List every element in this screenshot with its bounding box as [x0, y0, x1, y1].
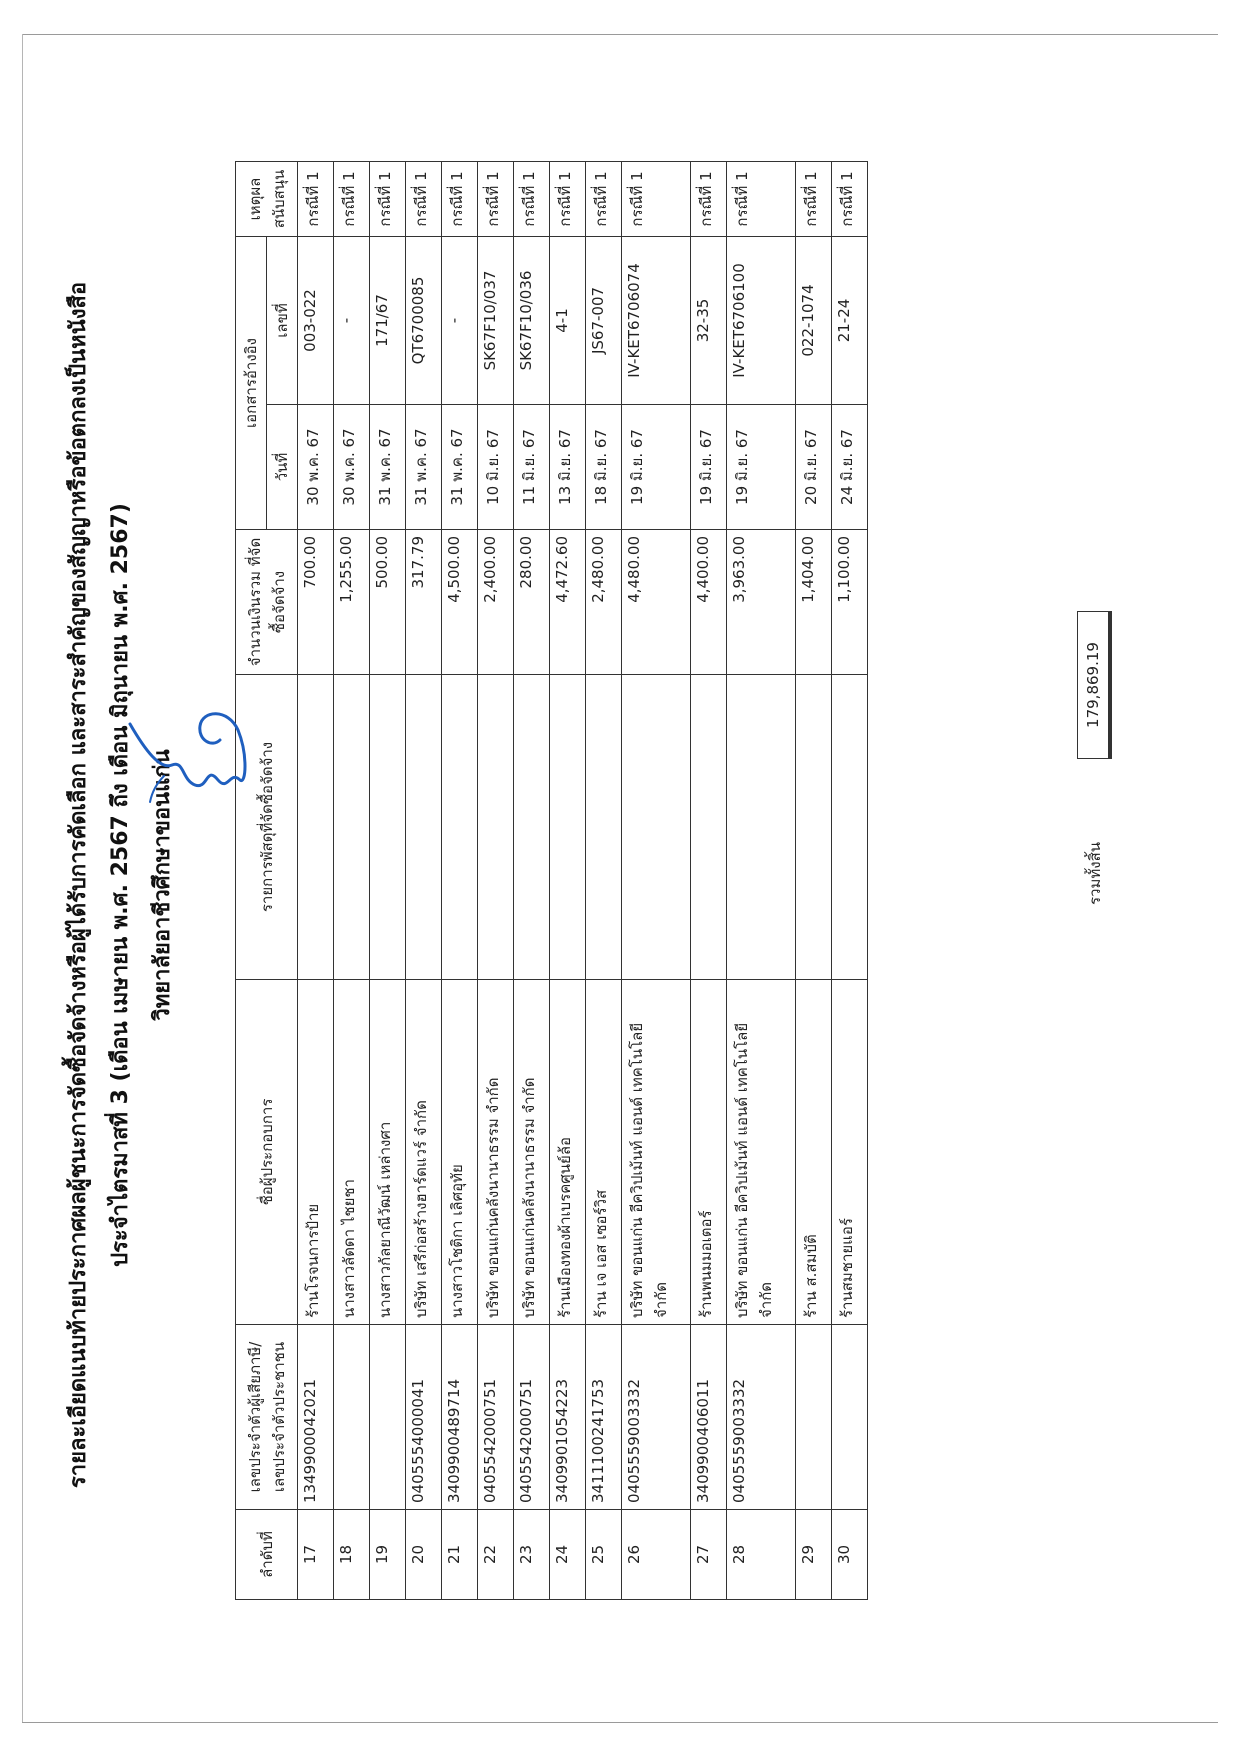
row-amount: 4,400.00 — [691, 530, 727, 675]
row-number: 23 — [514, 1510, 550, 1600]
table-row — [550, 161, 586, 1599]
header-refno: เลขที่ — [267, 236, 298, 404]
row-taxid — [832, 1325, 868, 1510]
row-refno: IV-KET6706074 — [622, 236, 691, 404]
row-number: 24 — [550, 1510, 586, 1600]
row-amount: 700.00 — [298, 530, 334, 675]
table-row — [514, 161, 550, 1599]
row-date: 18 มิ.ย. 67 — [586, 405, 622, 530]
page-left-rule — [22, 34, 23, 1722]
row-number: 28 — [727, 1510, 796, 1600]
table-row — [370, 161, 406, 1599]
row-taxid: 3409900406011 — [691, 1325, 727, 1510]
row-refno: 171/67 — [370, 236, 406, 404]
header-reason: เหตุผลสนับสนุน — [236, 161, 298, 236]
row-refno: JS67-007 — [586, 236, 622, 404]
row-vendor: ร้านโรจนการป้าย — [298, 980, 334, 1325]
row-item — [370, 675, 406, 980]
row-taxid: 0405559003332 — [622, 1325, 691, 1510]
row-date: 31 พ.ค. 67 — [442, 405, 478, 530]
header-item: รายการพัสดุที่จัดซื้อจัดจ้าง — [236, 675, 298, 980]
row-refno: QT6700085 — [406, 236, 442, 404]
signature-icon — [120, 700, 255, 810]
row-vendor: บริษัท เสรีก่อสร้างฮาร์ดแวร์ จำกัด — [406, 980, 442, 1325]
row-reason: กรณีที่ 1 — [334, 161, 370, 236]
row-amount: 4,472.60 — [550, 530, 586, 675]
row-reason: กรณีที่ 1 — [550, 161, 586, 236]
row-taxid: 0405559003332 — [727, 1325, 796, 1510]
header-vendor: ชื่อผู้ประกอบการ — [236, 980, 298, 1325]
procurement-table — [235, 161, 868, 1600]
row-vendor: ร้าน ส.สมบัติ — [796, 980, 832, 1325]
row-amount: 317.79 — [406, 530, 442, 675]
table-row — [442, 161, 478, 1599]
header-date: วันที่ — [267, 405, 298, 530]
row-refno: 003-022 — [298, 236, 334, 404]
row-amount: 2,480.00 — [586, 530, 622, 675]
row-reason: กรณีที่ 1 — [478, 161, 514, 236]
row-number: 25 — [586, 1510, 622, 1600]
row-refno: 022-1074 — [796, 236, 832, 404]
row-refno: 21-24 — [832, 236, 868, 404]
row-item — [298, 675, 334, 980]
row-taxid: 0405542000751 — [514, 1325, 550, 1510]
row-vendor: บริษัท ขอนแก่นคลังนานาธรรม จำกัด — [514, 980, 550, 1325]
row-reason: กรณีที่ 1 — [406, 161, 442, 236]
row-item — [406, 675, 442, 980]
row-number: 30 — [832, 1510, 868, 1600]
row-number: 26 — [622, 1510, 691, 1600]
row-date: 31 พ.ค. 67 — [406, 405, 442, 530]
page-top-rule — [22, 34, 1218, 35]
document-title: รายละเอียดแนบท้ายประกาศผลผู้ชนะการจัดซื้อจัดจ้างหรือผู้ได้รับการคัดเลือก และสาระสำคัญของสัญญาหรือข้อตกลงเป็นหนังสือ — [66, 281, 91, 1489]
row-item — [796, 675, 832, 980]
page-bottom-rule — [22, 1722, 1218, 1723]
row-amount: 2,400.00 — [478, 530, 514, 675]
row-taxid: 1349900042021 — [298, 1325, 334, 1510]
table-row — [691, 161, 727, 1599]
row-amount: 280.00 — [514, 530, 550, 675]
row-refno: 4-1 — [550, 236, 586, 404]
table-body — [298, 161, 868, 1599]
row-date: 19 มิ.ย. 67 — [691, 405, 727, 530]
row-number: 20 — [406, 1510, 442, 1600]
row-amount: 4,500.00 — [442, 530, 478, 675]
header-reference: เอกสารอ้างอิง — [236, 236, 267, 529]
row-taxid: 3409901054223 — [550, 1325, 586, 1510]
row-date: 13 มิ.ย. 67 — [550, 405, 586, 530]
row-amount: 3,963.00 — [727, 530, 796, 675]
row-number: 22 — [478, 1510, 514, 1600]
row-amount: 1,404.00 — [796, 530, 832, 675]
row-reason: กรณีที่ 1 — [622, 161, 691, 236]
row-vendor: ร้านพนมมอเตอร์ — [691, 980, 727, 1325]
row-refno: - — [334, 236, 370, 404]
row-number: 27 — [691, 1510, 727, 1600]
row-refno: IV-KET6706100 — [727, 236, 796, 404]
row-item — [691, 675, 727, 980]
row-reason: กรณีที่ 1 — [796, 161, 832, 236]
row-item — [442, 675, 478, 980]
institution-name: วิทยาลัยอาชีวศึกษาขอนแก่น — [150, 749, 175, 1021]
row-date: 11 มิ.ย. 67 — [514, 405, 550, 530]
table-row — [796, 161, 832, 1599]
table-row — [298, 161, 334, 1599]
row-reason: กรณีที่ 1 — [514, 161, 550, 236]
row-date: 10 มิ.ย. 67 — [478, 405, 514, 530]
row-taxid — [796, 1325, 832, 1510]
row-taxid: 3411100241753 — [586, 1325, 622, 1510]
row-vendor: บริษัท ขอนแก่น อีควิปเม้นท์ แอนด์ เทคโนโลยี จำกัด — [727, 980, 796, 1325]
row-refno: - — [442, 236, 478, 404]
row-item — [514, 675, 550, 980]
row-taxid — [370, 1325, 406, 1510]
row-number: 21 — [442, 1510, 478, 1600]
row-item — [550, 675, 586, 980]
row-reason: กรณีที่ 1 — [832, 161, 868, 236]
row-number: 17 — [298, 1510, 334, 1600]
row-date: 24 มิ.ย. 67 — [832, 405, 868, 530]
row-vendor: นางสาวกัลยาณีวัฒน์ เหล่างศา — [370, 980, 406, 1325]
row-number: 29 — [796, 1510, 832, 1600]
row-reason: กรณีที่ 1 — [442, 161, 478, 236]
row-reason: กรณีที่ 1 — [727, 161, 796, 236]
document-period: ประจำไตรมาสที่ 3 (เดือน เมษายน พ.ศ. 2567 ถึง เดือน มิถุนายน พ.ศ. 2567) — [108, 503, 133, 1267]
row-refno: SK67F10/037 — [478, 236, 514, 404]
row-vendor: บริษัท ขอนแก่น อีควิปเม้นท์ แอนด์ เทคโนโลยี จำกัด — [622, 980, 691, 1325]
row-date: 30 พ.ค. 67 — [334, 405, 370, 530]
row-refno: 32-35 — [691, 236, 727, 404]
row-taxid: 0405554000041 — [406, 1325, 442, 1510]
row-vendor: ร้านสมชายแอร์ — [832, 980, 868, 1325]
row-amount: 500.00 — [370, 530, 406, 675]
row-taxid — [334, 1325, 370, 1510]
row-item — [622, 675, 691, 980]
row-amount: 1,100.00 — [832, 530, 868, 675]
row-amount: 1,255.00 — [334, 530, 370, 675]
row-item — [334, 675, 370, 980]
row-date: 30 พ.ค. 67 — [298, 405, 334, 530]
row-reason: กรณีที่ 1 — [298, 161, 334, 236]
row-item — [586, 675, 622, 980]
row-date: 31 พ.ค. 67 — [370, 405, 406, 530]
total-value: 179,869.19 — [1077, 611, 1112, 759]
total-label: รวมทั้งสิ้น — [1086, 842, 1104, 905]
row-refno: SK67F10/036 — [514, 236, 550, 404]
row-taxid: 0405542000751 — [478, 1325, 514, 1510]
table-row — [586, 161, 622, 1599]
row-vendor: บริษัท ขอนแก่นคลังนานาธรรม จำกัด — [478, 980, 514, 1325]
row-reason: กรณีที่ 1 — [691, 161, 727, 236]
table-row — [622, 161, 691, 1599]
row-reason: กรณีที่ 1 — [586, 161, 622, 236]
rotated-page — [60, 55, 1160, 1715]
row-amount: 4,480.00 — [622, 530, 691, 675]
row-item — [727, 675, 796, 980]
row-vendor: นางสาวโชติกา เลิศอุทัย — [442, 980, 478, 1325]
row-taxid: 3409900489714 — [442, 1325, 478, 1510]
table-row — [334, 161, 370, 1599]
row-number: 19 — [370, 1510, 406, 1600]
row-item — [478, 675, 514, 980]
table-row — [727, 161, 796, 1599]
row-date: 20 มิ.ย. 67 — [796, 405, 832, 530]
header-amount: จำนวนเงินรวม ที่จัดซื้อจัดจ้าง — [236, 530, 298, 675]
row-vendor: นางสาวลัดดา ไชยชา — [334, 980, 370, 1325]
row-date: 19 มิ.ย. 67 — [727, 405, 796, 530]
row-vendor: ร้านเมืองทองผ้าเบรคศูนย์ล้อ — [550, 980, 586, 1325]
table-row — [406, 161, 442, 1599]
table-row — [832, 161, 868, 1599]
row-date: 19 มิ.ย. 67 — [622, 405, 691, 530]
table-row — [478, 161, 514, 1599]
row-vendor: ร้าน เจ เอส เซอร์วิส — [586, 980, 622, 1325]
row-reason: กรณีที่ 1 — [370, 161, 406, 236]
row-number: 18 — [334, 1510, 370, 1600]
row-item — [832, 675, 868, 980]
header-no: ลำดับที่ — [236, 1510, 298, 1600]
header-taxid: เลขประจำตัวผู้เสียภาษี/ เลขประจำตัวประชาชน — [236, 1325, 298, 1510]
